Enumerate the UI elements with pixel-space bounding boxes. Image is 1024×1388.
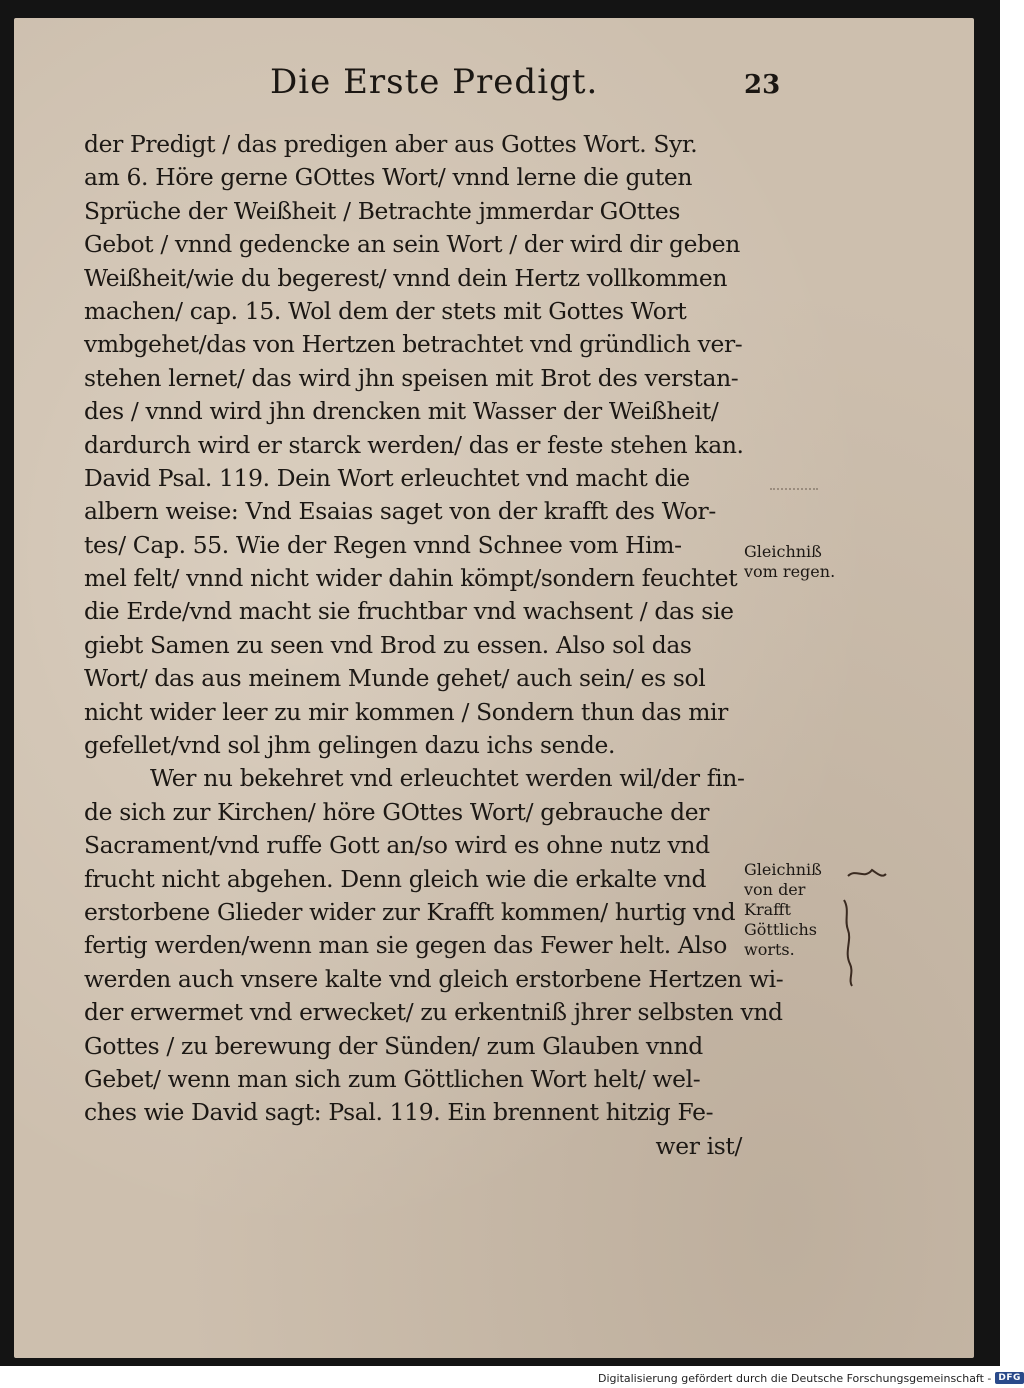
text-line: am 6. Höre gerne GOttes Wort/ vnnd lerne die guten — [84, 163, 693, 192]
marginal-note — [744, 542, 835, 582]
marginal-note-line: von der — [744, 880, 806, 899]
running-head: Die Erste Predigt. — [270, 62, 599, 102]
marginal-note-line: Gleichniß — [744, 860, 822, 879]
text-line: fertig werden/wenn man sie gegen das Fewer helt. Also — [84, 931, 727, 960]
page-number: 23 — [744, 70, 781, 100]
text-line: dardurch wird er starck werden/ das er feste stehen kan. — [84, 430, 744, 459]
text-line: tes/ Cap. 55. Wie der Regen vnnd Schnee vom Him- — [84, 530, 682, 559]
marginal-note-line: Göttlichs — [744, 920, 817, 939]
text-line: des / vnnd wird jhn drencken mit Wasser der Weißheit/ — [84, 397, 719, 426]
text-line: stehen lernet/ das wird jhn speisen mit Brot des verstan- — [84, 363, 739, 392]
text-line: David Psal. 119. Dein Wort erleuchtet vnd macht die — [84, 463, 690, 492]
marginal-note-line: worts. — [744, 940, 795, 959]
text-line: gefellet/vnd sol jhm gelingen dazu ichs sende. — [84, 731, 616, 760]
text-line: Wer nu bekehret vnd erleuchtet werden wil/der fin- — [150, 764, 745, 793]
text-line: Wort/ das aus meinem Munde gehet/ auch sein/ es sol — [84, 664, 706, 693]
footer-credit: Digitalisierung gefördert durch die Deutsche Forschungsgemeinschaft - — [598, 1371, 992, 1385]
text-line: Sprüche der Weißheit / Betrachte jmmerdar GOttes — [84, 196, 681, 225]
text-line: vmbgehet/das von Hertzen betrachtet vnd gründlich ver- — [84, 330, 743, 359]
text-line: mel felt/ vnnd nicht wider dahin kömpt/sondern feuchtet — [84, 564, 738, 593]
marginal-note — [744, 860, 822, 960]
text-line: nicht wider leer zu mir kommen / Sondern thun das mir — [84, 697, 728, 726]
text-line: frucht nicht abgehen. Denn gleich wie die erkalte vnd — [84, 864, 707, 893]
marginal-note-line: Gleichniß — [744, 542, 822, 561]
digitization-footer — [598, 1369, 1024, 1387]
marginal-note-line: vom regen. — [744, 562, 836, 581]
text-line: de sich zur Kirchen/ höre GOttes Wort/ gebrauche der — [84, 797, 710, 826]
handwritten-bracket-mark — [842, 860, 890, 990]
dfg-logo: DFG — [995, 1372, 1024, 1384]
text-line: wer ist/ — [655, 1131, 742, 1160]
text-line: Sacrament/vnd ruffe Gott an/so wird es ohne nutz vnd — [84, 831, 710, 860]
text-line: Gebet/ wenn man sich zum Göttlichen Wort helt/ wel- — [84, 1064, 701, 1093]
text-line: der erwermet vnd erwecket/ zu erkentniß jhrer selbsten vnd — [84, 998, 783, 1027]
text-line: Gebot / vnnd gedencke an sein Wort / der wird dir geben — [84, 230, 740, 259]
text-line: ches wie David sagt: Psal. 119. Ein brennent hitzig Fe- — [84, 1098, 714, 1127]
text-line: machen/ cap. 15. Wol dem der stets mit Gottes Wort — [84, 296, 687, 325]
text-line: erstorbene Glieder wider zur Krafft kommen/ hurtig vnd — [84, 897, 736, 926]
faint-marginal-mark — [770, 478, 818, 490]
text-line: Weißheit/wie du begerest/ vnnd dein Hertz vollkommen — [84, 263, 728, 292]
text-line: albern weise: Vnd Esaias saget von der krafft des Wor- — [84, 497, 716, 526]
text-line: werden auch vnsere kalte vnd gleich erstorbene Hertzen wi- — [84, 964, 784, 993]
text-line: Gottes / zu berewung der Sünden/ zum Glauben vnnd — [84, 1031, 703, 1060]
text-line: der Predigt / das predigen aber aus Gottes Wort. Syr. — [84, 130, 698, 158]
text-line: giebt Samen zu seen vnd Brod zu essen. Also sol das — [84, 630, 692, 659]
text-line: die Erde/vnd macht sie fruchtbar vnd wachsent / das sie — [84, 597, 734, 626]
marginal-note-line: Krafft — [744, 900, 791, 919]
